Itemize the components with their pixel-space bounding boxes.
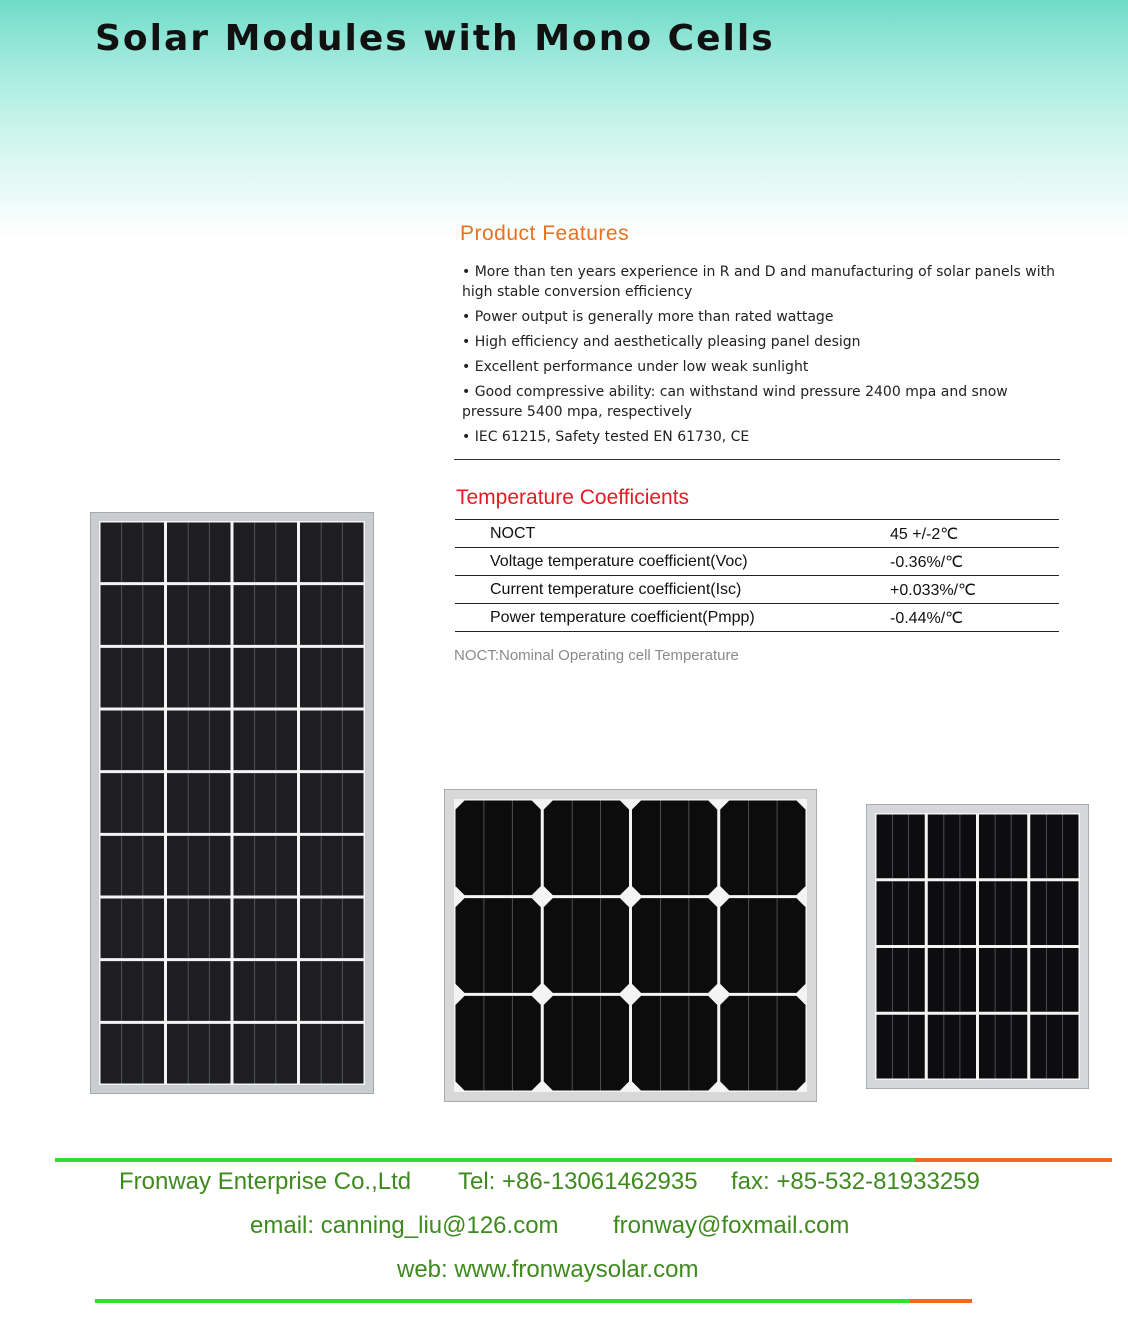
solar-cell [1030, 815, 1078, 879]
website-link[interactable]: web: www.fronwaysolar.com [397, 1256, 699, 1283]
solar-cell [456, 996, 541, 1091]
solar-cell [632, 898, 717, 993]
solar-cell [979, 948, 1027, 1012]
solar-cell [720, 801, 805, 896]
solar-panel-large-graphic [90, 512, 374, 1094]
footer-top-rule-green [55, 1158, 915, 1162]
temperature-coefficients-table [455, 519, 1059, 632]
solar-cell [979, 1015, 1027, 1079]
coefficient-value: +0.033%/℃ [890, 576, 1059, 604]
solar-cell [101, 648, 165, 708]
coefficient-value: -0.44%/℃ [890, 604, 1059, 632]
solar-panel-medium-image [444, 789, 817, 1102]
solar-cell [544, 996, 629, 1091]
solar-cell [234, 1024, 298, 1084]
solar-cell [101, 585, 165, 645]
solar-cell [632, 996, 717, 1091]
email-primary[interactable]: email: canning_liu@126.com [250, 1212, 559, 1239]
solar-cell [300, 773, 364, 833]
feature-item: • Excellent performance under low weak sunlight [462, 357, 1062, 377]
solar-cell [167, 1024, 231, 1084]
feature-item: • Power output is generally more than rated wattage [462, 307, 1062, 327]
coefficient-label: NOCT [455, 520, 890, 548]
solar-panel-large-image [90, 512, 374, 1094]
table-row [455, 576, 1059, 604]
fax-number: fax: +85-532-81933259 [731, 1168, 980, 1195]
page-title: Solar Modules with Mono Cells [95, 18, 775, 59]
solar-cell [544, 801, 629, 896]
solar-cell [234, 836, 298, 896]
footer-bottom-rule-orange [910, 1299, 972, 1303]
table-row [455, 604, 1059, 632]
feature-item: • More than ten years experience in R and D and manufacturing of solar panels with high stable conversion efficiency [462, 262, 1062, 302]
table-row [455, 548, 1059, 576]
solar-cell [720, 996, 805, 1091]
solar-cell [877, 948, 925, 1012]
feature-item: • High efficiency and aesthetically pleasing panel design [462, 332, 1062, 352]
solar-cell [234, 523, 298, 583]
solar-panel-small-graphic [866, 804, 1089, 1089]
solar-cell [234, 585, 298, 645]
solar-cell [928, 948, 976, 1012]
solar-cell [1030, 1015, 1078, 1079]
product-features-list [462, 262, 1062, 452]
coefficient-label: Power temperature coefficient(Pmpp) [455, 604, 890, 632]
footer-top-rule-orange [915, 1158, 1112, 1162]
solar-cell [300, 648, 364, 708]
solar-cell [234, 648, 298, 708]
solar-cell [167, 585, 231, 645]
feature-item: • IEC 61215, Safety tested EN 61730, CE [462, 427, 1062, 447]
solar-cell [1030, 881, 1078, 945]
solar-cell [101, 899, 165, 959]
solar-cell [928, 881, 976, 945]
footer-bottom-rule-green [95, 1299, 910, 1303]
solar-cell [234, 773, 298, 833]
solar-cell [300, 836, 364, 896]
solar-cell [979, 881, 1027, 945]
solar-cell [101, 961, 165, 1021]
solar-cell [167, 961, 231, 1021]
solar-cell [928, 815, 976, 879]
solar-cell [234, 961, 298, 1021]
solar-cell [300, 523, 364, 583]
solar-cell [167, 711, 231, 771]
coefficient-value: 45 +/-2℃ [890, 520, 1059, 548]
solar-cell [979, 815, 1027, 879]
solar-cell [300, 961, 364, 1021]
coefficient-value: -0.36%/℃ [890, 548, 1059, 576]
solar-cell [234, 711, 298, 771]
solar-cell [877, 1015, 925, 1079]
solar-cell [300, 711, 364, 771]
solar-cell [300, 1024, 364, 1084]
product-features-heading: Product Features [460, 222, 630, 245]
solar-panel-small-image [866, 804, 1089, 1089]
solar-cell [456, 898, 541, 993]
solar-cell [101, 523, 165, 583]
solar-cell [877, 815, 925, 879]
solar-cell [928, 1015, 976, 1079]
solar-cell [1030, 948, 1078, 1012]
table-row [455, 520, 1059, 548]
solar-cell [101, 836, 165, 896]
feature-item: • Good compressive ability: can withstand wind pressure 2400 mpa and snow pressure 5400 mpa, respectively [462, 382, 1062, 422]
telephone: Tel: +86-13061462935 [458, 1168, 698, 1195]
solar-cell [167, 836, 231, 896]
coefficient-label: Voltage temperature coefficient(Voc) [455, 548, 890, 576]
solar-cell [632, 801, 717, 896]
solar-cell [101, 773, 165, 833]
solar-cell [544, 898, 629, 993]
solar-cell [167, 899, 231, 959]
solar-cell [167, 773, 231, 833]
email-secondary[interactable]: fronway@foxmail.com [613, 1212, 850, 1239]
solar-cell [300, 899, 364, 959]
temperature-coefficients-heading: Temperature Coefficients [456, 486, 690, 509]
solar-cell [101, 1024, 165, 1084]
noct-footnote: NOCT:Nominal Operating cell Temperature [454, 647, 739, 664]
solar-panel-medium-graphic [444, 789, 817, 1102]
solar-cell [300, 585, 364, 645]
solar-cell [877, 881, 925, 945]
solar-cell [456, 801, 541, 896]
section-divider [454, 459, 1060, 460]
solar-cell [167, 523, 231, 583]
solar-cell [234, 899, 298, 959]
solar-cell [720, 898, 805, 993]
solar-cell [101, 711, 165, 771]
coefficient-label: Current temperature coefficient(Isc) [455, 576, 890, 604]
company-name: Fronway Enterprise Co.,Ltd [119, 1168, 412, 1195]
solar-cell [167, 648, 231, 708]
